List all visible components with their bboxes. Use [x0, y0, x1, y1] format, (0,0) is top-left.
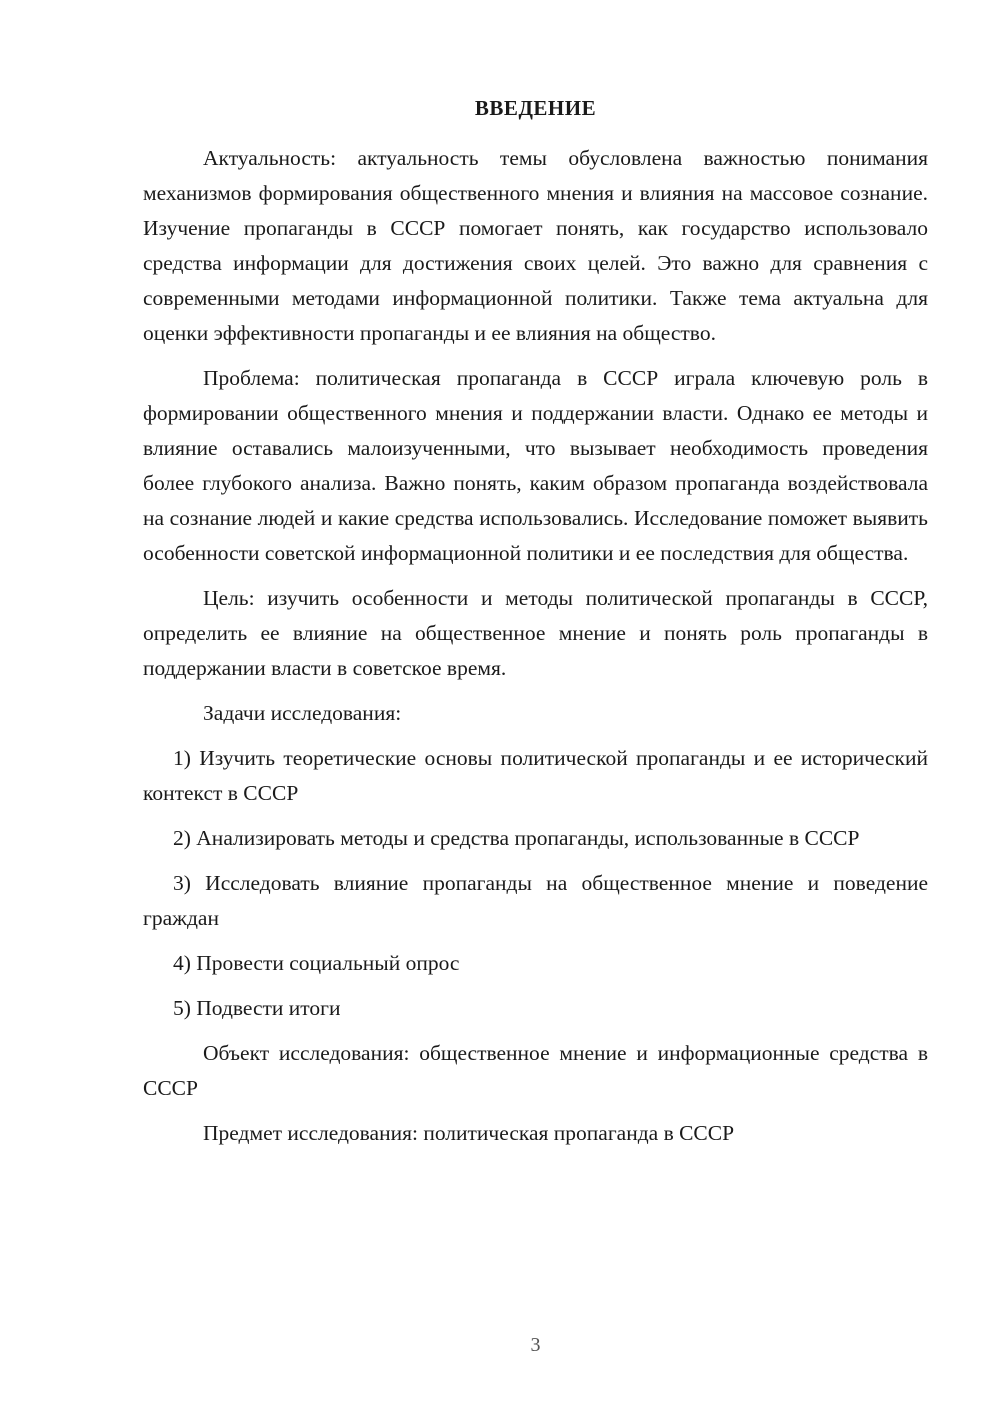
paragraph-problem: Проблема: политическая пропаганда в СССР играла ключевую роль в формировании общественного мнения и поддержании власти. Однако ее методы и влияние оставались малоизученными, что вызывает необходимость проведения более глубокого анализа. Важно понять, каким образом пропаганда воздействовала на сознание людей и какие средства использовались. Исследование поможет выявить особенности советской информационной политики и ее последствия для общества.	[143, 366, 928, 565]
task-item-1: 1) Изучить теоретические основы политической пропаганды и ее исторический контекст в СССР	[143, 746, 928, 805]
document-body	[143, 141, 928, 1151]
tasks-heading: Задачи исследования:	[203, 701, 402, 725]
paragraph-goal: Цель: изучить особенности и методы политической пропаганды в СССР, определить ее влияние на общественное мнение и понять роль пропаганды в поддержании власти в советское время.	[143, 586, 928, 680]
task-item-3: 3) Исследовать влияние пропаганды на общественное мнение и поведение граждан	[143, 871, 928, 930]
task-item-4: 4) Провести социальный опрос	[173, 951, 460, 975]
paragraph-object: Объект исследования: общественное мнение и информационные средства в СССР	[143, 1041, 928, 1100]
page-number: 3	[530, 1334, 541, 1356]
page-title: ВВЕДЕНИЕ	[474, 96, 597, 120]
task-item-5: 5) Подвести итоги	[173, 996, 341, 1020]
task-item-2: 2) Анализировать методы и средства пропаганды, использованные в СССР	[173, 826, 860, 850]
paragraph-subject: Предмет исследования: политическая пропаганда в СССР	[203, 1121, 735, 1145]
paragraph-relevance: Актуальность: актуальность темы обусловлена важностью понимания механизмов формирования общественного мнения и влияния на массовое сознание. Изучение пропаганды в СССР помогает понять, как государство использовало средства информации для достижения своих целей. Это важно для сравнения с современными методами информационной политики. Также тема актуальна для оценки эффективности пропаганды и ее влияния на общество.	[143, 146, 928, 345]
